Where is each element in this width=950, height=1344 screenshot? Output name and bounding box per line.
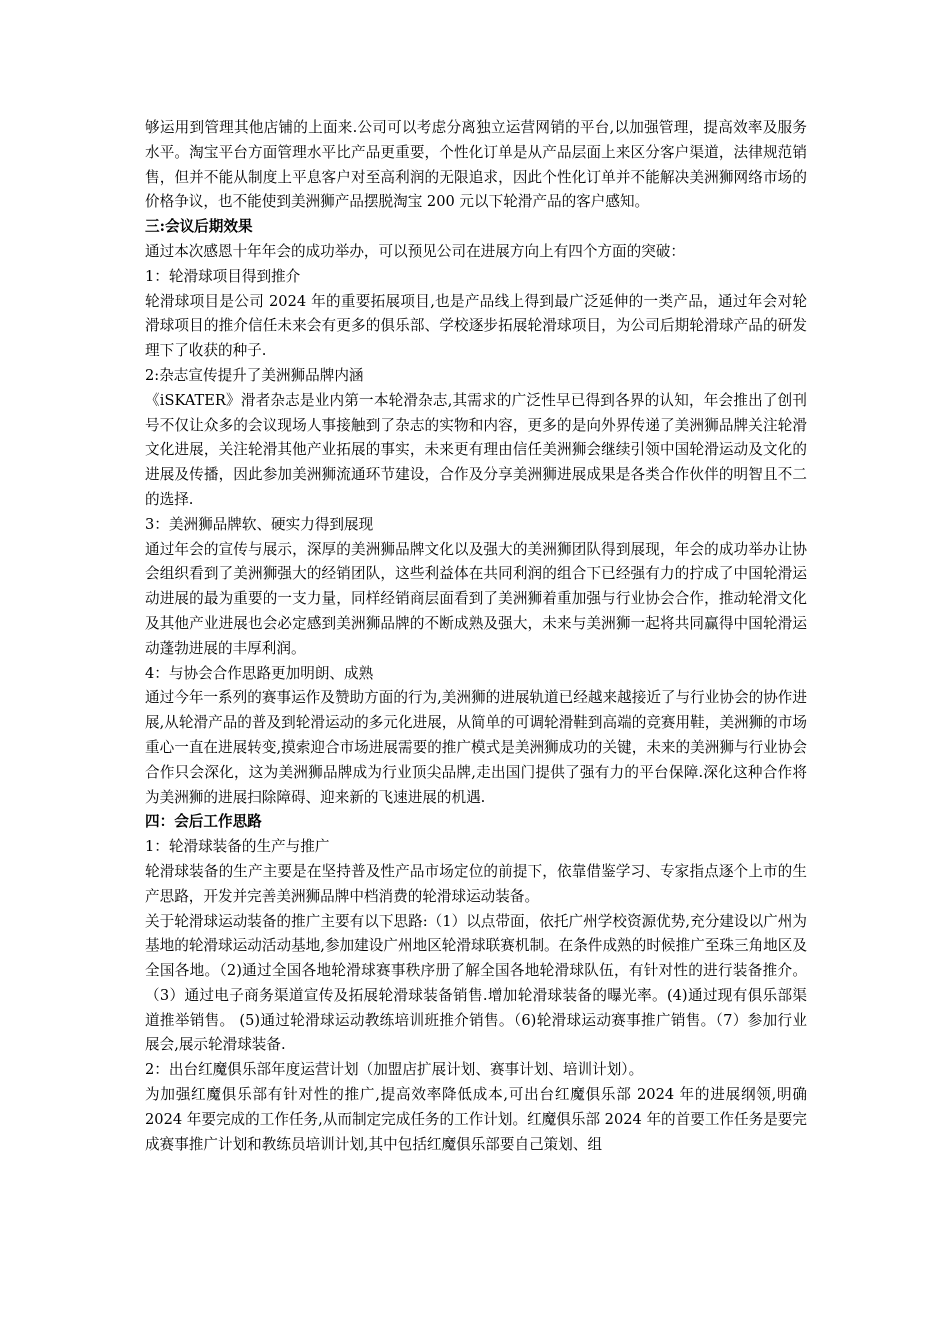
body-paragraph: 轮滑球装备的生产主要是在坚持普及性产品市场定位的前提下，依靠借鉴学习、专家指点逐个上市的生产思路，开发并完善美洲狮品牌中档消费的轮滑球运动装备。 xyxy=(145,862,807,905)
body-paragraph: 为加强红魔俱乐部有针对性的推广,提高效率降低成本,可出台红魔俱乐部 2024 年的进展纲领,明确 2024 年要完成的工作任务,从而制定完成任务的工作计划。红魔俱乐部 2024 年的首要工作任务是要完成赛事推广计划和教练员培训计划,其中包括红魔俱乐部要自己策划、组 xyxy=(145,1086,807,1153)
body-paragraph: 轮滑球项目是公司 2024 年的重要拓展项目,也是产品线上得到最广泛延伸的一类产品，通过年会对轮滑球项目的推介信任未来会有更多的俱乐部、学校逐步拓展轮滑球项目，为公司后期轮滑球产品的研发理下了收获的种子. xyxy=(145,292,807,360)
subsection-heading: 1：轮滑球装备的生产与推广 xyxy=(145,838,330,856)
body-paragraph: 《iSKATER》滑者杂志是业内第一本轮滑杂志,其需求的广泛性早已得到各界的认知，年会推出了创刊号不仅让众多的会议现场人事接触到了杂志的实物和内容，更多的是向外界传递了美洲狮品牌关注轮滑文化进展，关注轮滑其他产业拓展的事实，未来更有理由信任美洲狮会继续引领中国轮滑运动及文化的进展及传播，因此参加美洲狮流通环节建设，合作及分享美洲狮进展成果是各类合作伙伴的明智且不二的选择. xyxy=(145,391,807,508)
body-paragraph: 关于轮滑球运动装备的推广主要有以下思路:（1）以点带面，依托广州学校资源优势,充分建设以广州为基地的轮滑球运动活动基地,参加建设广州地区轮滑球联赛机制。在条件成熟的时候推广至珠三角地区及全国各地。（2)通过全国各地轮滑球赛事秩序册了解全国各地轮滑球队伍，有针对性的进行装备推介。（3）通过电子商务渠道宣传及拓展轮滑球装备销售.增加轮滑球装备的曝光率。(4)通过现有俱乐部渠道推举销售。 (5)通过轮滑球运动教练培训班推介销售。（6)轮滑球运动赛事推广销售。（7）参加行业展会,展示轮滑球装备. xyxy=(145,912,807,1054)
section-heading: 三:会议后期效果 xyxy=(145,218,253,236)
body-paragraph: 够运用到管理其他店铺的上面来.公司可以考虑分离独立运营网销的平台,以加强管理，提高效率及服务水平。淘宝平台方面管理水平比产品更重要，个性化订单是从产品层面上来区分客户渠道，法律规范销售，但并不能从制度上平息客户对至高利润的无限追求，因此个性化订单并不能解决美洲狮网络市场的价格争议，也不能使到美洲狮产品摆脱淘宝 200 元以下轮滑产品的客户感知。 xyxy=(145,119,807,211)
body-paragraph: 通过本次感恩十年年会的成功举办，可以预见公司在进展方向上有四个方面的突破： xyxy=(145,242,685,260)
body-paragraph: 通过今年一系列的赛事运作及赞助方面的行为,美洲狮的进展轨道已经越来越接近了与行业协会的协作进展,从轮滑产品的普及到轮滑运动的多元化进展，从简单的可调轮滑鞋到高端的竞赛用鞋，美洲狮的市场重心一直在进展转变,摸索迎合市场进展需要的推广模式是美洲狮成功的关键，未来的美洲狮与行业协会合作只会深化，这为美洲狮品牌成为行业顶尖品牌,走出国门提供了强有力的平台保障.深化这种合作将为美洲狮的进展扫除障碍、迎来新的飞速进展的机遇. xyxy=(145,689,807,806)
document-page xyxy=(145,116,807,1157)
subsection-heading: 2：出台红魔俱乐部年度运营计划（加盟店扩展计划、赛事计划、培训计划）。 xyxy=(145,1061,644,1079)
section-heading: 四：会后工作思路 xyxy=(145,813,262,831)
subsection-heading: 2:杂志宣传提升了美洲狮品牌内涵 xyxy=(145,366,364,384)
subsection-heading: 1：轮滑球项目得到推介 xyxy=(145,267,301,285)
subsection-heading: 4：与协会合作思路更加明朗、成熟 xyxy=(145,664,374,682)
subsection-heading: 3：美洲狮品牌软、硬实力得到展现 xyxy=(145,515,374,533)
body-paragraph: 通过年会的宣传与展示，深厚的美洲狮品牌文化以及强大的美洲狮团队得到展现，年会的成功举办让协会组织看到了美洲狮强大的经销团队，这些利益体在共同利润的组合下已经强有力的拧成了中国轮滑运动进展的最为重要的一支力量，同样经销商层面看到了美洲狮着重加强与行业协会合作，推动轮滑文化及其他产业进展也会必定感到美洲狮品牌的不断成熟及强大，未来与美洲狮一起将共同赢得中国轮滑运动蓬勃进展的丰厚利润。 xyxy=(145,540,807,657)
